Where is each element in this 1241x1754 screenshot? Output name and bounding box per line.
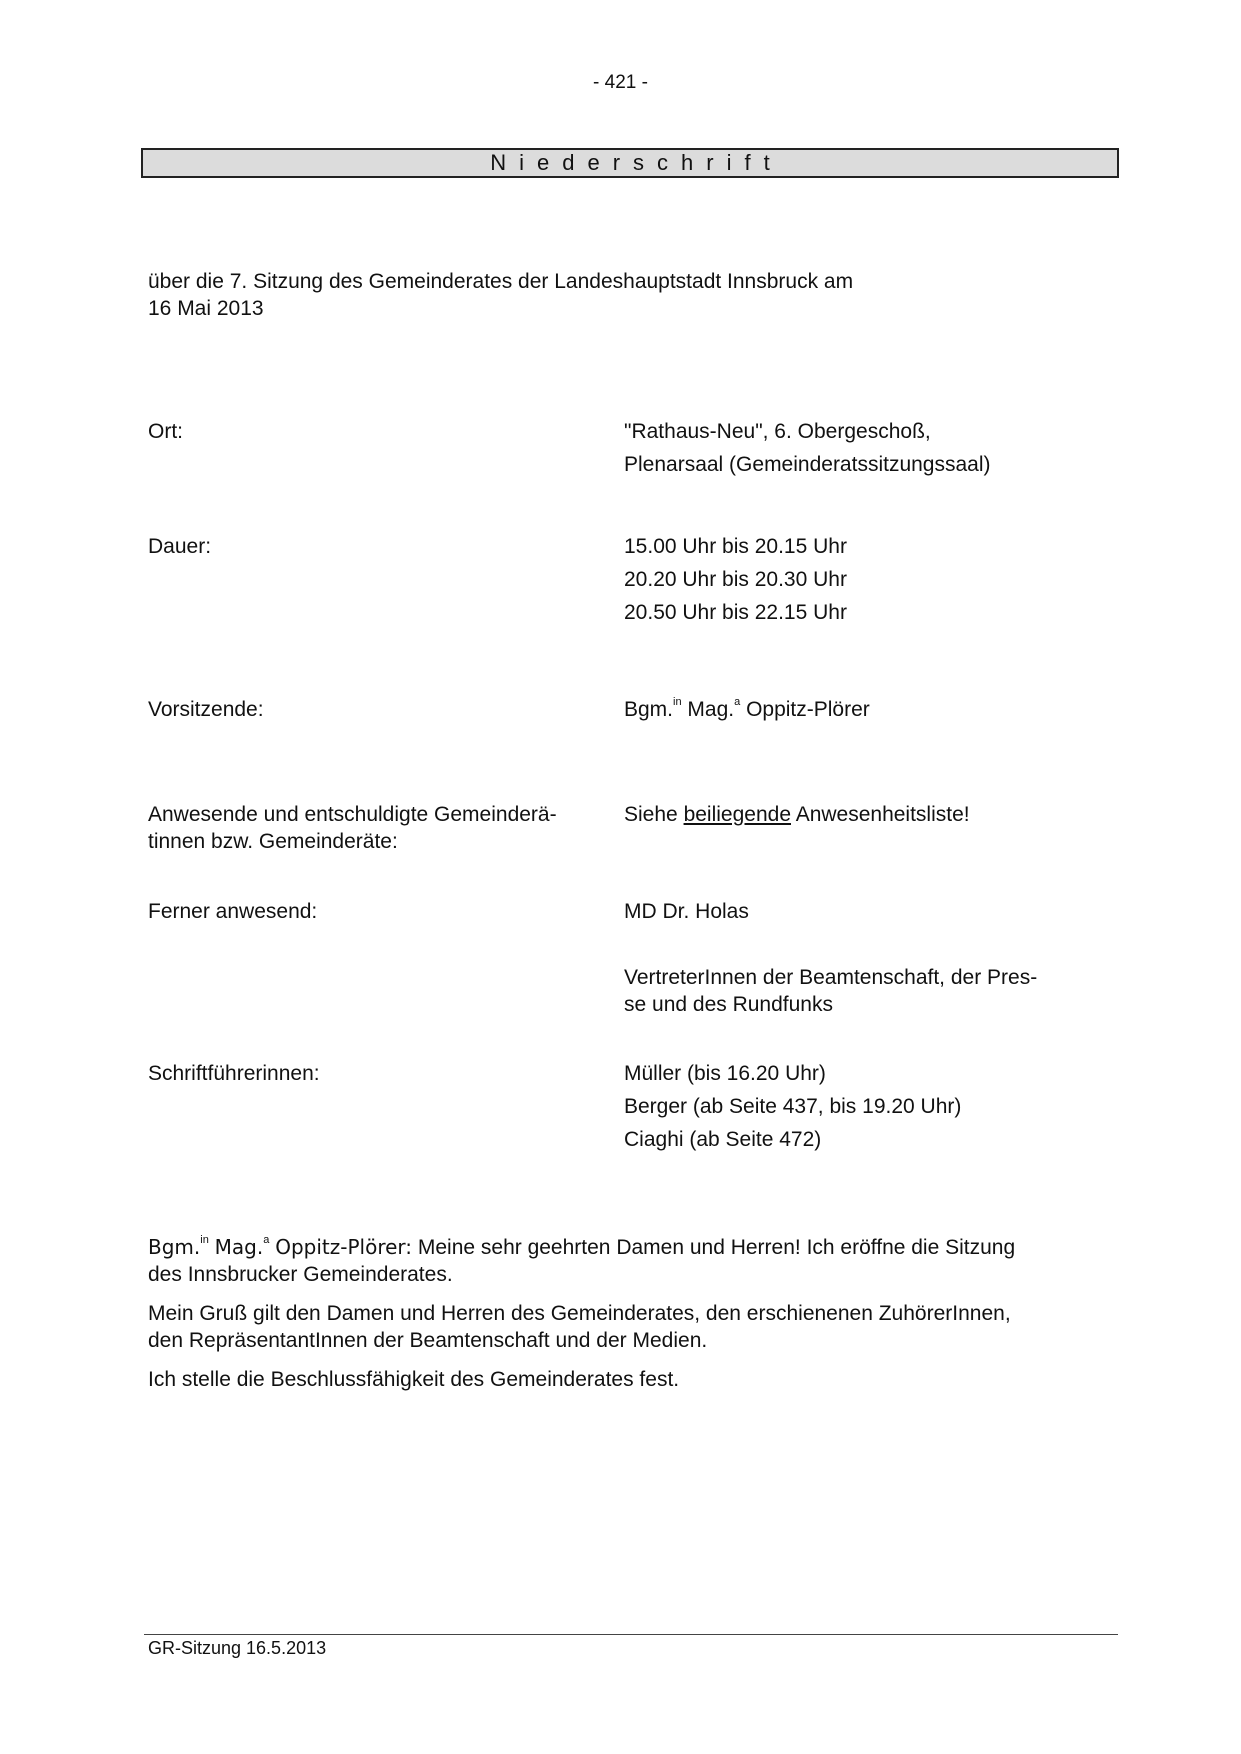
speech-paragraph-1 [148,1234,1108,1288]
footer-text: GR-Sitzung 16.5.2013 [148,1638,327,1658]
vorsitzende-title-mag-sup: a [734,696,741,708]
ferner-value-2 [624,964,1094,1018]
ort-value-line: Plenarsaal (Gemeinderatssitzungssaal) [624,453,991,476]
speaker-title-mag-sup: a [263,1234,270,1246]
speech-paragraph-1-line-1 [148,1234,1108,1261]
ferner-value-2-line-2: se und des Rundfunks [624,993,833,1016]
intro-line-1: über die 7. Sitzung des Gemeinderates der Landeshauptstadt Innsbruck am [148,270,854,293]
anwesende-label [148,801,608,855]
anwesende-value-pre: Siehe [624,803,678,826]
ort-value [624,415,1094,481]
speech-paragraph-1-text: Meine sehr geehrten Damen und Herren! Ich eröffne die Sitzung [417,1236,1016,1259]
schrift-value-line: Müller (bis 16.20 Uhr) [624,1062,826,1085]
footer-divider [144,1634,1118,1635]
vorsitzende-label: Vorsitzende: [148,698,264,721]
ferner-value-1: MD Dr. Holas [624,900,749,923]
speaker-name: Oppitz-Plörer: [275,1235,413,1259]
ort-value-line: "Rathaus-Neu", 6. Obergeschoß, [624,420,931,443]
intro-text [148,268,1108,322]
anwesende-label-line-1: Anwesende und entschuldigte Gemeinderä- [148,803,557,826]
dauer-value-line: 20.20 Uhr bis 20.30 Uhr [624,568,847,591]
speaker-title-bgm: Bgm. [148,1235,201,1259]
speech-paragraph-3: Ich stelle die Beschlussfähigkeit des Gemeinderates fest. [148,1368,680,1391]
schrift-value-line: Berger (ab Seite 437, bis 19.20 Uhr) [624,1095,962,1118]
speech-paragraph-2-line-2: den RepräsentantInnen der Beamtenschaft und der Medien. [148,1329,708,1352]
dauer-label: Dauer: [148,535,212,558]
anwesende-value-post: Anwesenheitsliste! [795,803,970,826]
vorsitzende-title-bgm-sup: in [673,696,682,708]
document-title: Niederschrift [141,148,1119,178]
page-number: - 421 - [593,72,648,93]
ferner-value-2-line-1: VertreterInnen der Beamtenschaft, der Pres- [624,966,1038,989]
intro-line-2: 16 Mai 2013 [148,297,264,320]
dauer-value [624,530,1094,629]
schrift-label: Schriftführerinnen: [148,1062,320,1085]
schrift-value-line: Ciaghi (ab Seite 472) [624,1128,822,1151]
speech-paragraph-1-line-2: des Innsbrucker Gemeinderates. [148,1263,453,1286]
anwesende-value [624,801,1094,828]
vorsitzende-title-bgm: Bgm. [624,698,674,721]
anwesende-label-line-2: tinnen bzw. Gemeinderäte: [148,830,398,853]
schrift-value [624,1057,1094,1156]
speaker-title-mag: Mag. [214,1235,264,1259]
dauer-value-line: 15.00 Uhr bis 20.15 Uhr [624,535,847,558]
dauer-value-line: 20.50 Uhr bis 22.15 Uhr [624,601,847,624]
speech-paragraph-2 [148,1300,1108,1354]
vorsitzende-name: Oppitz-Plörer [746,698,870,721]
anwesende-value-underlined: beiliegende [683,803,791,826]
ort-label: Ort: [148,420,183,443]
speech-paragraph-2-line-1: Mein Gruß gilt den Damen und Herren des Gemeinderates, den erschienenen ZuhörerInnen, [148,1302,1011,1325]
ferner-label: Ferner anwesend: [148,900,318,923]
vorsitzende-title-mag: Mag. [687,698,735,721]
vorsitzende-value [624,693,1094,726]
speaker-title-bgm-sup: in [200,1234,209,1246]
